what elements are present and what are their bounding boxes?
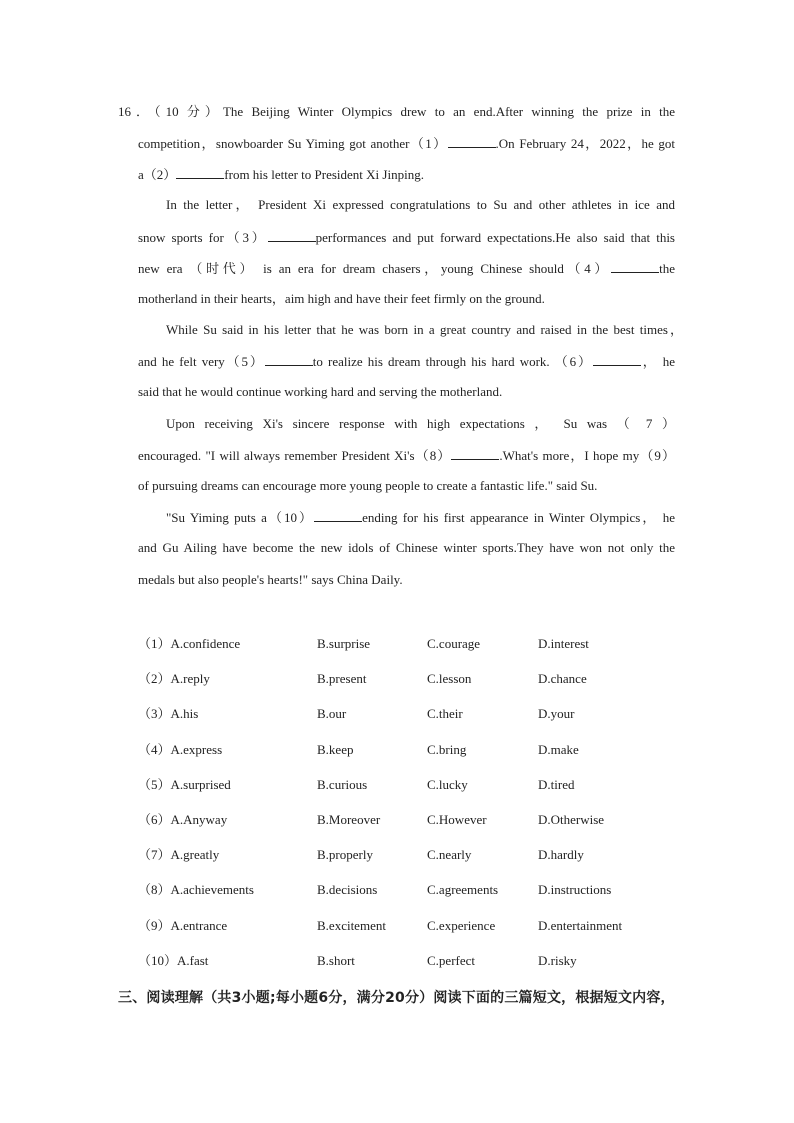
blank-3	[268, 229, 316, 242]
blank-4	[611, 260, 659, 273]
option-d: D.hardly	[538, 847, 584, 862]
option-row	[138, 847, 219, 863]
text-span: new era （时代） is an era for dream chasers，young Chinese should（4）	[138, 261, 612, 276]
text-span: ， he	[640, 354, 675, 369]
text-span: and he felt very（5）	[138, 354, 265, 369]
text-span: competition，snowboarder Su Yiming got another（1）	[138, 136, 448, 151]
text-span: （5）	[138, 777, 171, 792]
option-c: C.lesson	[427, 671, 472, 686]
text-span: A.his	[170, 706, 199, 721]
passage-line	[118, 104, 675, 120]
passage-line	[166, 322, 683, 338]
text-span: （2）	[138, 671, 171, 686]
text-span: ending for his first appearance in Winter Olympics， he	[362, 510, 675, 525]
text-span: A.confidence	[170, 636, 241, 651]
text-span: A.surprised	[170, 777, 231, 792]
text-span: .On February 24，2022，he got	[495, 136, 676, 151]
option-c: C.However	[427, 812, 487, 827]
passage-line	[138, 135, 675, 152]
text-span: A.greatly	[170, 847, 220, 862]
passage-line	[138, 260, 675, 277]
passage-line	[138, 229, 675, 246]
passage-line	[138, 540, 675, 556]
option-row	[138, 812, 227, 828]
text-span: （7）	[138, 847, 171, 862]
blank-5	[265, 353, 313, 366]
text-span: （10）	[138, 953, 178, 968]
passage-line	[138, 353, 675, 370]
text-span: While Su said in his letter that he was born in a great country and raised in the best times，	[166, 322, 683, 337]
text-span: A.entrance	[170, 918, 228, 933]
option-b: B.properly	[317, 847, 373, 862]
passage-line	[138, 384, 502, 400]
option-c: C.perfect	[427, 953, 476, 968]
text-span: a（2）	[138, 167, 177, 182]
option-d: D.Otherwise	[538, 812, 605, 827]
option-d: D.risky	[538, 953, 577, 968]
text-span: to realize his dream through his hard work. （6）	[312, 354, 593, 369]
option-c: C.lucky	[427, 777, 468, 792]
option-b: B.curious	[317, 777, 368, 792]
option-row	[138, 706, 198, 722]
text-span: （3）	[138, 706, 171, 721]
option-c: C.bring	[427, 742, 467, 757]
text-span: A.express	[170, 742, 223, 757]
option-b: B.our	[317, 706, 347, 721]
text-span: （1）	[138, 636, 171, 651]
option-row	[138, 671, 210, 687]
option-d: D.entertainment	[538, 918, 623, 933]
text-span: A.achievements	[170, 882, 254, 897]
text-span: A.fast	[177, 953, 209, 968]
text-span: medals but also people's hearts!" says China Daily.	[138, 572, 403, 587]
text-span: "Su Yiming puts a（10）	[166, 510, 315, 525]
question-number: 16．（10 分）	[118, 104, 223, 119]
passage-line	[138, 447, 675, 464]
text-span: （9）	[138, 918, 171, 933]
blank-1	[448, 135, 496, 148]
text-span: A.Anyway	[170, 812, 228, 827]
option-b: B.present	[317, 671, 367, 686]
option-c: C.nearly	[427, 847, 472, 862]
text-span: encouraged. "I will always remember President Xi's（8）	[138, 448, 452, 463]
text-span: the	[659, 261, 675, 276]
passage-line	[166, 197, 675, 213]
option-d: D.interest	[538, 636, 589, 651]
text-span: performances and put forward expectations.He also said that this	[315, 230, 675, 245]
passage-line	[138, 478, 597, 494]
text-span: and Gu Ailing have become the new idols of Chinese winter sports.They have won not only the	[138, 540, 675, 555]
option-row	[138, 953, 208, 969]
text-span: from his letter to President Xi Jinping.	[224, 167, 424, 182]
option-b: B.short	[317, 953, 355, 968]
option-c: C.agreements	[427, 882, 499, 897]
option-b: B.excitement	[317, 918, 386, 933]
text-span: Upon receiving Xi's sincere response with high expectations ， Su was （ 7 ）	[166, 416, 675, 431]
blank-8	[451, 447, 499, 460]
passage-line	[138, 166, 424, 183]
text-span: （4）	[138, 742, 171, 757]
passage-line	[166, 416, 675, 432]
option-row	[138, 777, 231, 793]
text-span: said that he would continue working hard and serving the motherland.	[138, 384, 503, 399]
option-c: C.their	[427, 706, 463, 721]
option-row	[138, 918, 227, 934]
text-span: of pursuing dreams can encourage more young people to create a fantastic life." said Su.	[138, 478, 598, 493]
option-d: D.tired	[538, 777, 575, 792]
blank-10	[314, 509, 362, 522]
text-span: The Beijing Winter Olympics drew to an end.After winning the prize in the	[222, 104, 675, 119]
option-c: C.courage	[427, 636, 481, 651]
passage-line	[166, 509, 675, 526]
passage-line	[138, 291, 545, 307]
option-c: C.experience	[427, 918, 496, 933]
option-d: D.chance	[538, 671, 587, 686]
text-span: In the letter， President Xi expressed congratulations to Su and other athletes in ice and	[166, 197, 675, 212]
option-d: D.your	[538, 706, 575, 721]
text-span: snow sports for（3）	[138, 230, 268, 245]
section-heading: 三、阅读理解（共3小题;每小题6分，满分20分）阅读下面的三篇短文，根据短文内容，	[118, 990, 675, 1006]
option-d: D.instructions	[538, 882, 612, 897]
text-span: .What's more，I hope my（9）	[499, 448, 675, 463]
option-d: D.make	[538, 742, 579, 757]
option-row	[138, 882, 254, 898]
option-b: B.surprise	[317, 636, 371, 651]
option-b: B.decisions	[317, 882, 378, 897]
text-span: （6）	[138, 812, 171, 827]
passage-line	[138, 572, 403, 588]
option-b: B.Moreover	[317, 812, 381, 827]
option-row	[138, 636, 240, 652]
blank-6	[593, 353, 641, 366]
text-span: （8）	[138, 882, 171, 897]
blank-2	[176, 166, 224, 179]
text-span: motherland in their hearts，aim high and have their feet firmly on the ground.	[138, 291, 545, 306]
option-b: B.keep	[317, 742, 354, 757]
option-row	[138, 742, 222, 758]
text-span: A.reply	[170, 671, 210, 686]
